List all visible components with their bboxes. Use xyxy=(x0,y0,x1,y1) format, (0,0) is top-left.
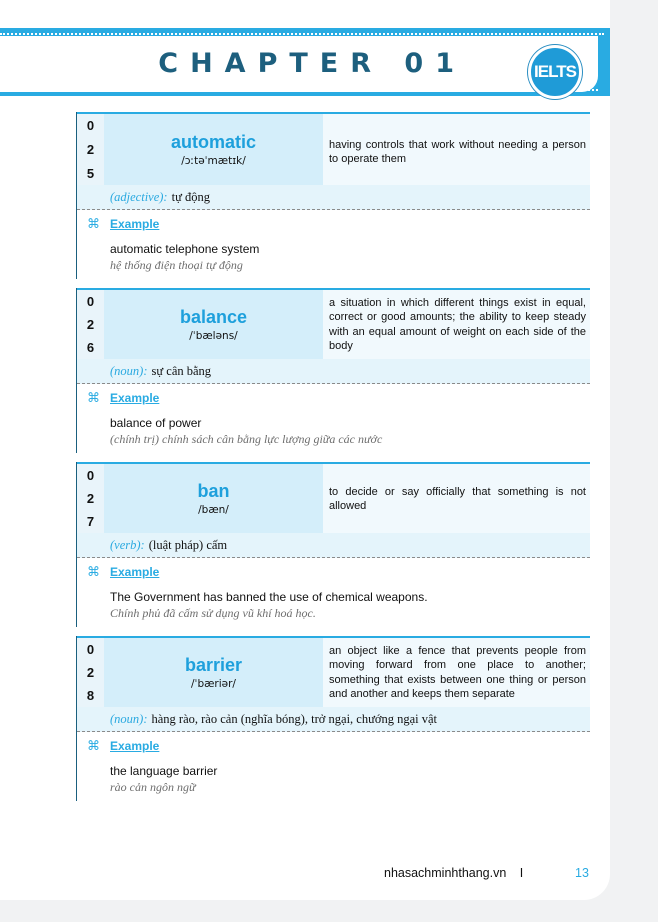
entry-number xyxy=(77,638,104,707)
entry-number-digit: 2 xyxy=(86,665,95,680)
entry-header xyxy=(77,112,590,185)
entry-number-digit: 8 xyxy=(86,688,95,703)
entry-number-digit: 7 xyxy=(86,514,95,529)
entry-number-digit: 2 xyxy=(86,317,95,332)
example-english: The Government has banned the use of chemical weapons. xyxy=(110,590,428,604)
footer-separator: I xyxy=(519,866,524,880)
example-body xyxy=(77,757,590,801)
example-vietnamese: Chính phủ đã cấm sử dụng vũ khí hoá học. xyxy=(110,606,316,620)
example-header xyxy=(77,387,590,409)
example-header xyxy=(77,735,590,757)
entry-number-digit: 0 xyxy=(86,294,95,309)
example-body xyxy=(77,235,590,279)
headword: automatic xyxy=(170,132,257,152)
part-of-speech-row xyxy=(77,533,590,558)
entry-number-digit: 0 xyxy=(86,642,95,657)
example-vietnamese: hệ thống điện thoại tự động xyxy=(110,258,243,272)
part-of-speech: (adjective): xyxy=(110,189,168,204)
vietnamese-meaning: sự cân bằng xyxy=(151,363,212,378)
chapter-title: CHAPTER 01 xyxy=(158,48,466,79)
headword: balance xyxy=(179,307,248,327)
vocab-entry xyxy=(76,288,590,453)
ielts-badge-icon: IELTS xyxy=(528,45,582,99)
vocab-entry xyxy=(76,112,590,279)
vietnamese-meaning: tự động xyxy=(171,189,210,204)
definition: having controls that work without needing a person to operate them xyxy=(323,114,590,185)
entry-number xyxy=(77,464,104,533)
example-english: the language barrier xyxy=(110,764,218,778)
part-of-speech: (noun): xyxy=(110,363,148,378)
entry-header xyxy=(77,288,590,359)
command-key-icon: ⌘ xyxy=(87,738,100,754)
part-of-speech-row xyxy=(77,359,590,384)
definition: to decide or say officially that something is not allowed xyxy=(323,464,590,533)
vocabulary-list xyxy=(76,112,590,810)
pronunciation: /ˈbæləns/ xyxy=(189,330,238,342)
example-label: Example xyxy=(110,565,160,579)
headword: ban xyxy=(197,481,230,501)
part-of-speech: (noun): xyxy=(110,711,148,726)
entry-word-cell xyxy=(104,114,323,185)
vocab-entry xyxy=(76,636,590,801)
example-vietnamese: (chính trị) chính sách cân bằng lực lượng giữa các nước xyxy=(110,432,383,446)
entry-number xyxy=(77,290,104,359)
example-label: Example xyxy=(110,217,160,231)
example-label: Example xyxy=(110,391,160,405)
footer xyxy=(384,866,523,880)
part-of-speech-row xyxy=(77,185,590,210)
entry-word-cell xyxy=(104,638,323,707)
entry-header xyxy=(77,636,590,707)
command-key-icon: ⌘ xyxy=(87,390,100,406)
entry-number-digit: 5 xyxy=(86,165,95,181)
part-of-speech: (verb): xyxy=(110,537,145,552)
example-body xyxy=(77,409,590,453)
entry-number-digit: 2 xyxy=(86,141,95,157)
part-of-speech-row xyxy=(77,707,590,732)
entry-number-digit: 0 xyxy=(86,468,95,483)
example-english: balance of power xyxy=(110,416,202,430)
example-english: automatic telephone system xyxy=(110,242,260,256)
pronunciation: /ˈbæriər/ xyxy=(191,678,236,690)
entry-number-digit: 0 xyxy=(86,118,95,134)
vietnamese-meaning: (luật pháp) cấm xyxy=(148,537,228,552)
vietnamese-meaning: hàng rào, rào cản (nghĩa bóng), trở ngại, chướng ngại vật xyxy=(151,711,438,726)
footer-site: nhasachminhthang.vn xyxy=(384,866,507,880)
command-key-icon: ⌘ xyxy=(87,216,100,232)
example-vietnamese: rào cản ngôn ngữ xyxy=(110,780,196,794)
pronunciation: /bæn/ xyxy=(198,504,229,516)
command-key-icon: ⌘ xyxy=(87,564,100,580)
definition: a situation in which different things exist in equal, correct or good amounts; the ability to keep steady with an equal amount of weight on each side of the body xyxy=(323,290,590,359)
entry-word-cell xyxy=(104,290,323,359)
headword: barrier xyxy=(184,655,243,675)
entry-header xyxy=(77,462,590,533)
entry-number xyxy=(77,114,104,185)
example-header xyxy=(77,213,590,235)
entry-number-digit: 6 xyxy=(86,340,95,355)
example-label: Example xyxy=(110,739,160,753)
page-number: 13 xyxy=(575,866,589,880)
vocab-entry xyxy=(76,462,590,627)
example-header xyxy=(77,561,590,583)
definition: an object like a fence that prevents people from moving forward from one place to another; something that exists between one thing or person and another and keeps them separate xyxy=(323,638,590,707)
entry-number-digit: 2 xyxy=(86,491,95,506)
pronunciation: /ɔːtəˈmætɪk/ xyxy=(181,155,246,167)
entry-word-cell xyxy=(104,464,323,533)
header-dotted-line-bottom xyxy=(0,89,598,91)
header-dotted-line-top xyxy=(0,33,604,35)
example-body xyxy=(77,583,590,627)
